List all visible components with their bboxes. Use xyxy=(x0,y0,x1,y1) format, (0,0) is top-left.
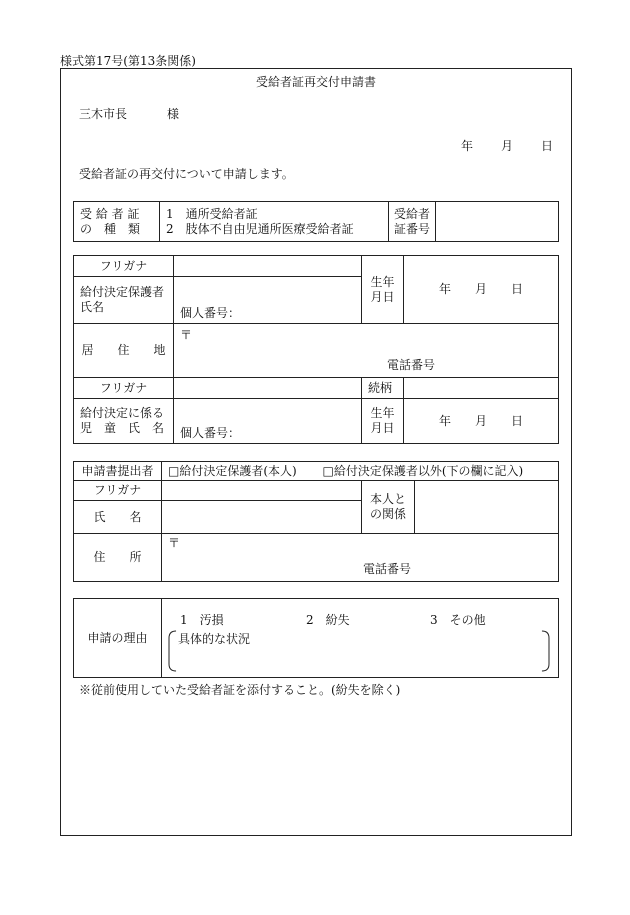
residence-phone-label: 電話番号 xyxy=(387,358,436,372)
reason-detail-box[interactable] xyxy=(168,630,550,672)
addressee-honorific: 様 xyxy=(167,107,180,121)
certificate-type-label: 受 給 者 証 の 種 類 xyxy=(74,202,160,242)
addressee-name: 三木市長 xyxy=(79,107,128,121)
reason-option-2[interactable]: 2 紛失 xyxy=(306,613,350,627)
child-furigana-label: フリガナ xyxy=(74,378,174,399)
certificate-type-options[interactable] xyxy=(160,202,389,242)
submitter-address-field[interactable] xyxy=(162,534,559,582)
guardian-dob-label: 生年 月日 xyxy=(362,256,404,324)
child-furigana-field[interactable] xyxy=(174,378,362,399)
certificate-option-2[interactable]: 2 肢体不自由児通所医療受給者証 xyxy=(166,221,354,236)
submitter-furigana-field[interactable] xyxy=(162,481,362,501)
guardian-name-label: 給付決定保護者 氏名 xyxy=(74,277,174,324)
reason-label: 申請の理由 xyxy=(74,599,162,678)
reason-option-1[interactable]: 1 汚損 xyxy=(180,613,224,627)
form-number: 様式第17号(第13条関係) xyxy=(60,54,196,68)
reason-table xyxy=(73,598,559,678)
submitter-name-field[interactable] xyxy=(162,501,362,534)
child-name-label: 給付決定に係る 児 童 氏 名 xyxy=(74,399,174,444)
guardian-personal-number-label: 個人番号： xyxy=(180,306,241,320)
child-relation-label: 続柄 xyxy=(362,378,404,399)
submitter-name-label: 氏 名 xyxy=(74,501,162,534)
submitter-option-self[interactable]: □給付決定保護者(本人) xyxy=(168,463,297,478)
application-form xyxy=(60,68,572,836)
form-title: 受給者証再交付申請書 xyxy=(255,75,376,89)
child-dob-label: 生年 月日 xyxy=(362,399,404,444)
child-relation-field[interactable] xyxy=(404,378,559,399)
reason-detail-label: 具体的な状況 xyxy=(178,632,251,646)
submitter-phone-label: 電話番号 xyxy=(363,562,412,576)
application-date[interactable] xyxy=(433,137,553,154)
submitter-options[interactable] xyxy=(162,462,559,481)
reason-options xyxy=(180,613,560,628)
certificate-option-1[interactable]: 1 通所受給者証 xyxy=(166,206,258,221)
guardian-furigana-field[interactable] xyxy=(174,256,362,277)
reason-option-3[interactable]: 3 その他 xyxy=(430,613,486,627)
submitter-label: 申請書提出者 xyxy=(74,462,162,481)
submitter-address-label: 住 所 xyxy=(74,534,162,582)
intro-text: 受給者証の再交付について申請します。 xyxy=(79,167,294,181)
residence-postal-mark: 〒 xyxy=(180,328,193,342)
date-day: 日 xyxy=(540,139,553,153)
guardian-child-table xyxy=(73,255,559,444)
reason-field[interactable] xyxy=(162,599,559,678)
child-name-field[interactable] xyxy=(174,399,362,444)
child-dob-field[interactable]: 年 月 日 xyxy=(404,399,559,444)
submitter-relation-field[interactable] xyxy=(415,481,559,534)
submitter-option-other[interactable]: □給付決定保護者以外(下の欄に記入) xyxy=(322,463,524,478)
submitter-relation-label: 本人と の関係 xyxy=(362,481,415,534)
date-year: 年 xyxy=(460,139,473,153)
child-personal-number-label: 個人番号： xyxy=(180,426,241,440)
certificate-number-label: 受給者 証番号 xyxy=(389,202,436,242)
submitter-postal-mark: 〒 xyxy=(168,536,181,550)
addressee xyxy=(79,105,179,122)
certificate-table xyxy=(73,201,559,242)
residence-field[interactable] xyxy=(174,324,559,378)
residence-label: 居 住 地 xyxy=(74,324,174,378)
date-month: 月 xyxy=(500,139,513,153)
certificate-number-field[interactable] xyxy=(436,202,559,242)
guardian-name-field[interactable] xyxy=(174,277,362,324)
attachment-note: ※従前使用していた受給者証を添付すること。(紛失を除く) xyxy=(79,683,401,697)
guardian-furigana-label: フリガナ xyxy=(74,256,174,277)
guardian-dob-field[interactable]: 年 月 日 xyxy=(404,256,559,324)
submitter-table xyxy=(73,461,559,582)
submitter-furigana-label: フリガナ xyxy=(74,481,162,501)
